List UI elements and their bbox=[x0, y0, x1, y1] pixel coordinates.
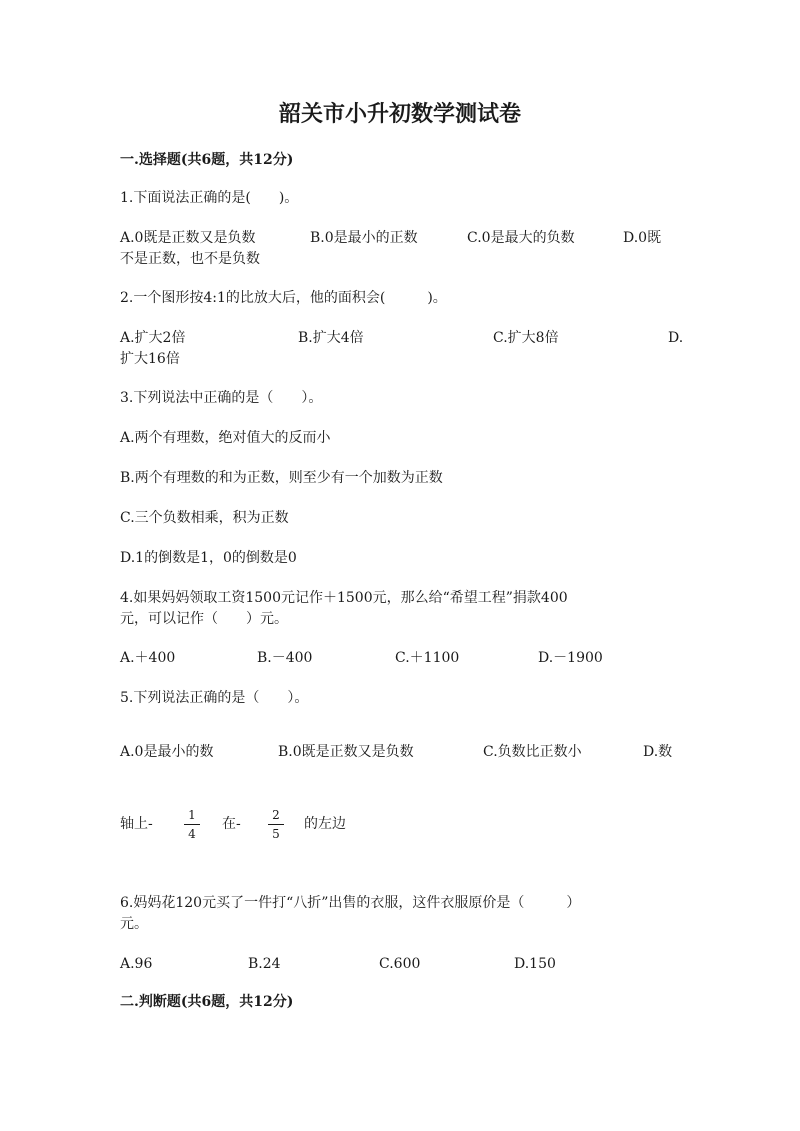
question-1-option-b: B.0是最小的正数 bbox=[310, 230, 418, 246]
question-2-option-a: A.扩大2倍 bbox=[120, 330, 186, 346]
question-6-option-b: B.24 bbox=[248, 956, 281, 972]
fraction-bar bbox=[268, 824, 284, 825]
question-2-stem: 2.一个图形按4:1的比放大后，他的面积会( )。 bbox=[120, 290, 447, 306]
question-5-option-d-text-3: 的左边 bbox=[304, 816, 346, 832]
fraction-denominator: 4 bbox=[188, 827, 196, 841]
question-6-option-c: C.600 bbox=[379, 956, 421, 972]
question-3-option-a: A.两个有理数，绝对值大的反而小 bbox=[120, 430, 331, 446]
question-5-option-c: C.负数比正数小 bbox=[483, 744, 582, 760]
fraction-numerator: 2 bbox=[272, 808, 280, 822]
question-3-option-b: B.两个有理数的和为正数，则至少有一个加数为正数 bbox=[120, 470, 443, 486]
question-5-option-d-text-2: 在- bbox=[222, 816, 241, 832]
section-heading-judgment: 二.判断题(共6题，共12分) bbox=[120, 994, 294, 1010]
question-2-option-d-continued: 扩大16倍 bbox=[120, 351, 180, 367]
question-6-option-a: A.96 bbox=[120, 956, 153, 972]
question-3-option-d: D.1的倒数是1，0的倒数是0 bbox=[120, 550, 297, 566]
question-5-option-a: A.0是最小的数 bbox=[120, 744, 214, 760]
question-6-option-d: D.150 bbox=[514, 956, 556, 972]
question-4-option-b: B.－400 bbox=[257, 650, 313, 666]
fraction-denominator: 5 bbox=[272, 827, 280, 841]
question-6-stem-continued: 元。 bbox=[120, 916, 148, 932]
question-4-option-c: C.＋1100 bbox=[395, 650, 460, 666]
question-4-stem-continued: 元，可以记作（ ）元。 bbox=[120, 611, 288, 627]
fraction-numerator: 1 bbox=[188, 808, 196, 822]
question-5-stem: 5.下列说法正确的是（ ）。 bbox=[120, 690, 309, 706]
question-1-option-c: C.0是最大的负数 bbox=[467, 230, 575, 246]
question-5-option-d: D.数 bbox=[643, 744, 673, 760]
page-title: 韶关市小升初数学测试卷 bbox=[278, 101, 521, 127]
question-2-option-d: D. bbox=[668, 330, 684, 346]
question-1-option-d: D.0既 bbox=[623, 230, 662, 246]
question-2-option-b: B.扩大4倍 bbox=[298, 330, 364, 346]
question-3-stem: 3.下列说法中正确的是（ ）。 bbox=[120, 390, 323, 406]
question-5-option-b: B.0既是正数又是负数 bbox=[278, 744, 414, 760]
question-4-option-a: A.＋400 bbox=[120, 650, 176, 666]
question-1-stem: 1.下面说法正确的是( )。 bbox=[120, 190, 299, 206]
fraction-bar bbox=[184, 824, 200, 825]
question-5-option-d-text-1: 轴上- bbox=[120, 816, 153, 832]
question-4-stem: 4.如果妈妈领取工资1500元记作＋1500元，那么给“希望工程”捐款400 bbox=[120, 590, 568, 606]
fraction-two-fifths bbox=[268, 808, 284, 841]
fraction-one-quarter bbox=[184, 808, 200, 841]
question-1-option-a: A.0既是正数又是负数 bbox=[120, 230, 256, 246]
question-3-option-c: C.三个负数相乘，积为正数 bbox=[120, 510, 289, 526]
section-heading-choice: 一.选择题(共6题，共12分) bbox=[120, 152, 294, 168]
question-2-option-c: C.扩大8倍 bbox=[493, 330, 559, 346]
question-4-option-d: D.－1900 bbox=[538, 650, 603, 666]
question-6-stem: 6.妈妈花120元买了一件打“八折”出售的衣服，这件衣服原价是（ ） bbox=[120, 895, 581, 911]
question-1-option-d-continued: 不是正数，也不是负数 bbox=[120, 251, 260, 267]
